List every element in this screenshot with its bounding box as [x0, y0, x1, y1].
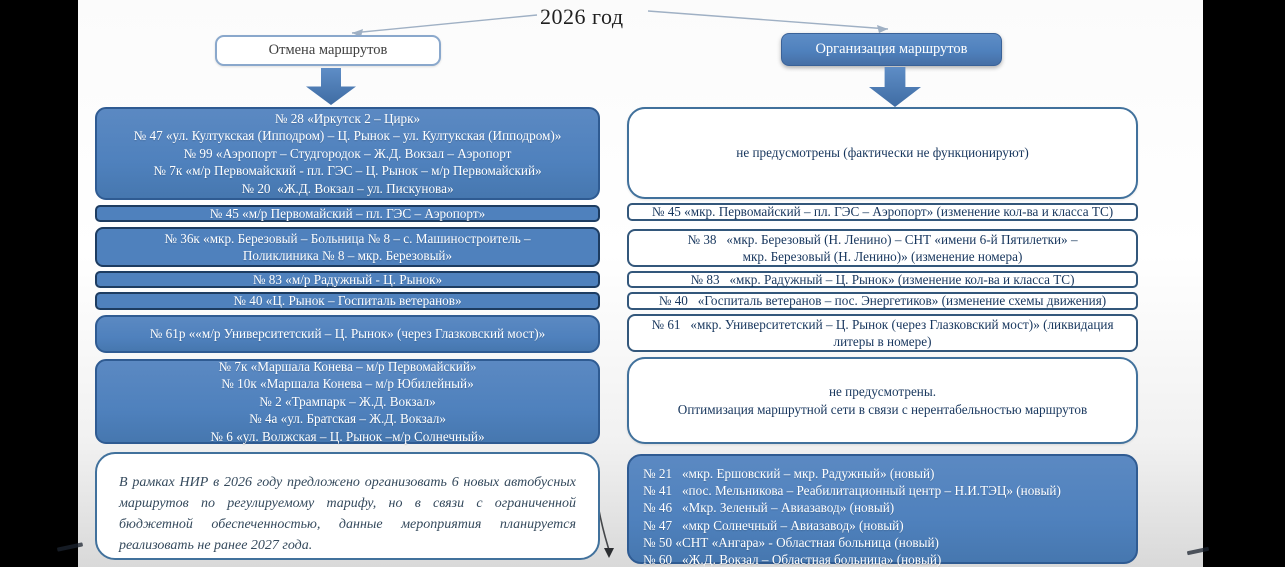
header-organize-label: Организация маршрутов [815, 41, 968, 57]
route-line: № 46 «Мкр. Зеленый – Авиазавод» (новый) [643, 500, 895, 516]
header-organize-routes [781, 33, 1002, 66]
cancelled-route-61r-box [95, 315, 600, 353]
cancelled-route-40-bar [95, 292, 600, 310]
route-line: № 2 «Трампарк – Ж.Д. Вокзал» [259, 393, 436, 409]
route-line: Поликлиника № 8 – мкр. Березовый» [242, 248, 453, 263]
cancelled-route-36k-box [95, 227, 600, 267]
route-line: № 10к «Маршала Конева – м/р Юбилейный» [221, 376, 474, 392]
header-cancel-label: Отмена маршрутов [268, 42, 388, 58]
cancelled-route-83-bar [95, 271, 600, 288]
route-line: № 7к «м/р Первомайский - пл. ГЭС – Ц. Рынок – м/р Первомайский» [153, 163, 542, 179]
route-line: № 83 «мкр. Радужный – Ц. Рынок» (изменение кол-ва и класса ТС) [690, 271, 1075, 287]
route-line: № 60 «Ж.Д. Вокзал – Областная больница» (новый) [643, 552, 942, 567]
route-line: № 20 «Ж.Д. Вокзал – ул. Пискунова» [241, 180, 454, 196]
route-line: № 21 «мкр. Ершовский – мкр. Радужный» (новый) [643, 466, 935, 481]
route-line: № 45 «мкр. Первомайский – пл. ГЭС – Аэропорт» (изменение кол-ва и класса ТС) [651, 204, 1114, 220]
nir-note-text: В рамках НИР в 2026 году предложено организовать 6 новых автобусных маршрутов по регулируемому тарифу, но в связи с ограниченной бюджетной обеспеченностью, данные мероприятия планируется реализовать не ранее 2027 года. [119, 475, 576, 553]
changed-route-38-box [627, 229, 1138, 267]
route-line: № 47 «ул. Култукская (Ипподром) – Ц. Рынок – ул. Култукская (Ипподром)» [133, 128, 562, 144]
cancelled-routes-group1-box [95, 107, 600, 200]
route-line: № 38 «мкр. Березовый (Н. Ленино) – СНТ «имени 6-й Пятилетки» – [687, 231, 1078, 247]
route-line: № 45 «м/р Первомайский – пл. ГЭС – Аэропорт» [209, 205, 486, 221]
changed-route-40-bar [627, 292, 1138, 310]
route-line: № 7к «Маршала Конева – м/р Первомайский» [218, 358, 477, 374]
route-line: № 28 «Иркутск 2 – Цирк» [274, 110, 421, 126]
route-line: № 4а «ул. Братская – Ж.Д. Вокзал» [249, 411, 446, 427]
route-line: № 50 «СНТ «Ангара» - Областная больница (новый) [643, 534, 939, 550]
route-line: № 83 «м/р Радужный - Ц. Рынок» [252, 271, 443, 287]
route-line: № 36к «мкр. Березовый – Больница № 8 – с. Машиностроитель – [164, 230, 531, 246]
status-text: не предусмотрены. [828, 384, 937, 399]
route-line: № 40 «Ц. Рынок – Госпиталь ветеранов» [233, 293, 462, 309]
changed-route-45-bar [627, 203, 1138, 221]
route-line: мкр. Березовый (Н. Ленино)» (изменение номера) [742, 249, 1023, 264]
not-planned-box-2 [627, 357, 1138, 444]
changed-route-83-bar [627, 271, 1138, 288]
letterbox-left [0, 0, 78, 567]
route-line: № 41 «пос. Мельникова – Реабилитационный центр – Н.И.ТЭЦ» (новый) [643, 483, 1061, 499]
route-line: № 61р ««м/р Университетский – Ц. Рынок» (через Глазковский мост)» [149, 326, 546, 342]
route-line: № 61 «мкр. Университетский – Ц. Рынок (через Глазковский мост)» (ликвидация [651, 316, 1114, 332]
cancelled-route-45-bar [95, 205, 600, 222]
letterbox-right [1203, 0, 1285, 567]
route-line: № 99 «Аэропорт – Студгородок – Ж.Д. Вокзал – Аэропорт [183, 145, 512, 161]
new-routes-box [627, 454, 1138, 567]
header-cancel-routes [215, 35, 441, 66]
route-line: № 40 «Госпиталь ветеранов – пос. Энергетиков» (изменение схемы движения) [658, 293, 1107, 309]
page-title: 2026 год [540, 4, 624, 29]
not-planned-box-1 [627, 107, 1138, 199]
changed-route-61-box [627, 314, 1138, 352]
nir-note-box [95, 452, 600, 560]
route-line: литеры в номере) [833, 334, 932, 349]
cancelled-routes-group2-box [95, 359, 600, 444]
status-text: не предусмотрены (фактически не функционируют) [736, 145, 1029, 161]
route-line: № 47 «мкр Солнечный – Авиазавод» (новый) [643, 517, 904, 533]
status-text: Оптимизация маршрутной сети в связи с нерентабельностью маршрутов [677, 401, 1088, 417]
route-line: № 6 «ул. Волжская – Ц. Рынок –м/р Солнечный» [210, 428, 485, 444]
